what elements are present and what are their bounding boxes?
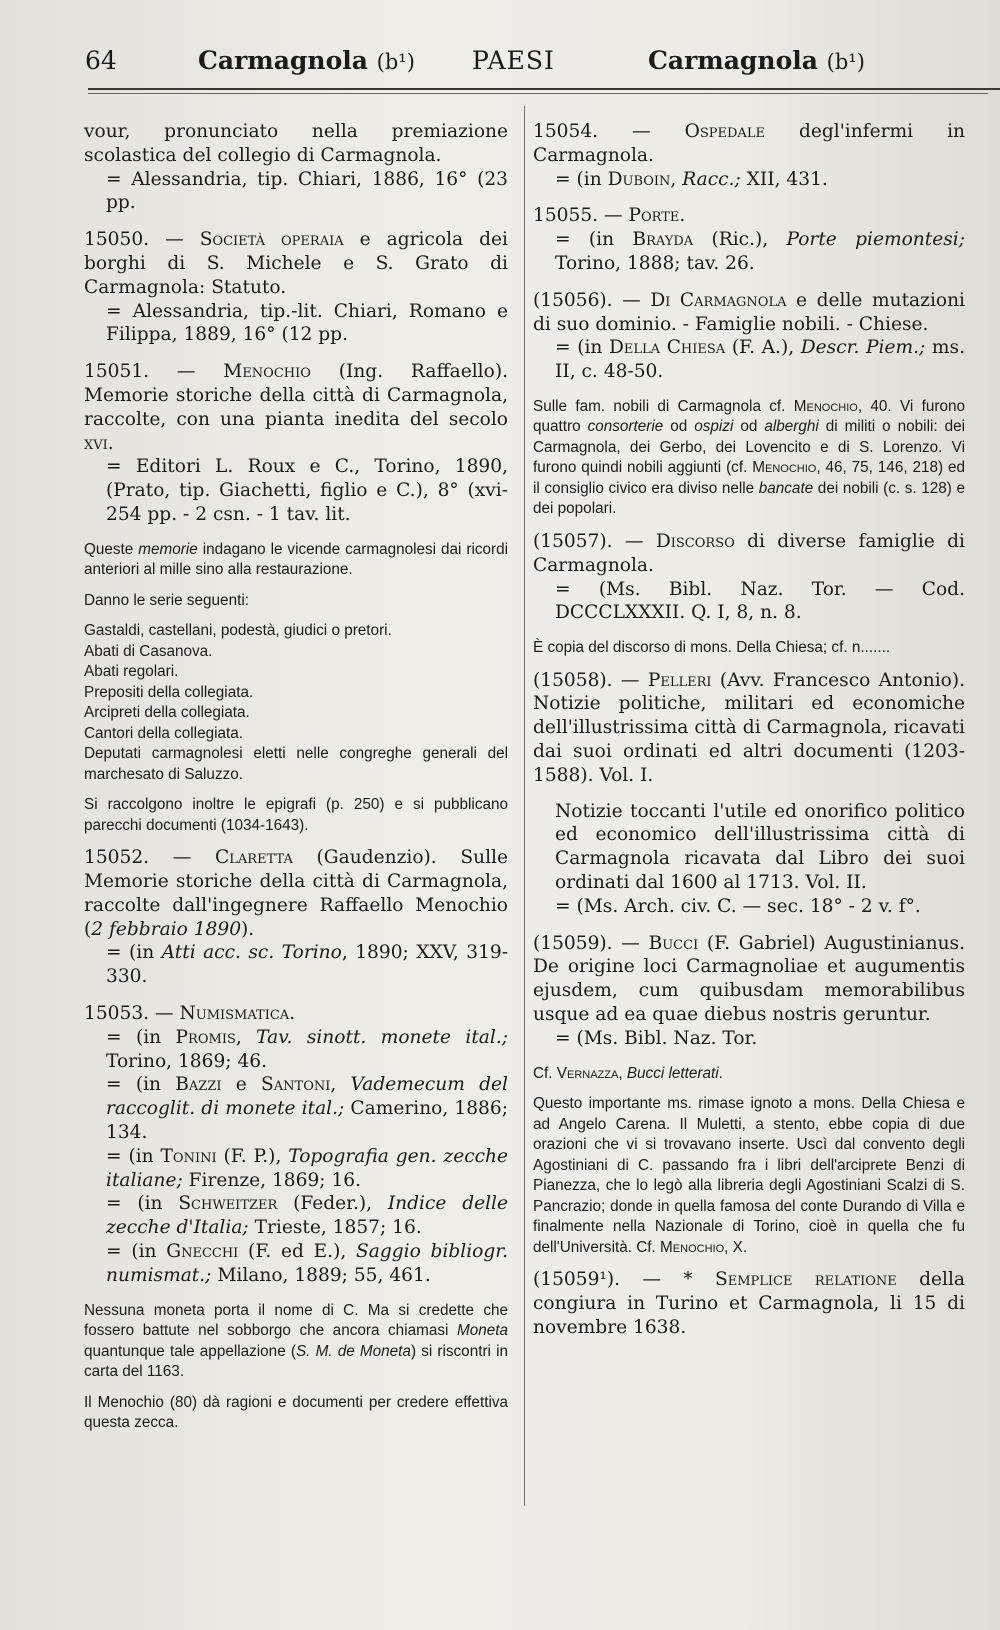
entry-15050 [84,228,508,347]
series-list [84,621,508,785]
entry-text: (15059¹). — * Semplice relatione della congiura in Turino et Carmagnola, li 15 di novembre 1638. [533,1269,965,1338]
page-number: 64 [85,46,117,75]
header-left-title: Carmagnola (b¹) [198,46,415,75]
header-rule [88,88,1000,90]
entry-text: (15059). — Bucci (F. Gabriel) Augustinianus. De origine loci Carmagnoliae et augumentis ejusdem, cum quibusdam memorabilibus usque ad ea quae diebus nostris geruntur. [533,932,966,1026]
series-item: Deputati carmagnolesi eletti nelle congreghe generali del marchesato di Saluzzo. [84,745,508,783]
entry-text: vour, pronunciato nella premiazione scolastica del collegio di Carmagnola. [84,121,508,166]
note-famiglie: Sulle fam. nobili di Carmagnola cf. Menochio, 40. Vi furono quattro consorterie od ospizi od alberghi di militi o nobili: dei Carmagnola, dei Gerbo, dei Lovencito e di S. Lorenzo. Vi furono quindi nobili aggiunti (cf. Menochio, 46, 75, 146, 218) ed il consiglio civico era diviso nelle bancate dei nobili (c. s. 128) e dei popolari. [533,397,966,518]
entry-text: Notizie toccanti l'utile ed onorifico politico ed economico dell'illustrissima città di Carmagnola ricavata dal Libro dei suoi ordinati dal 1600 al 1713. Vol. II. [555,800,965,894]
series-item: Abati regolari. [84,663,179,681]
note-serie: Danno le serie seguenti: [84,591,249,609]
entry-imprint: = Alessandria, tip. Chiari, 1886, 16° (23 pp. [106,168,508,214]
header-left-sup: (b¹) [376,50,415,74]
entry-imprint: = (in Brayda (Ric.), Porte piemontesi; Torino, 1888; tav. 26. [555,229,966,274]
entry-15057 [533,530,965,625]
entry-imprint: = (in Atti acc. sc. Torino, 1890; XXV, 319-330. [106,942,509,988]
entry-text: (15058). — Pelleri (Avv. Francesco Antonio). Notizie politiche, militari ed economiche dell'illustrissima città di Carmagnola, ricavati dai suoi ordinati ed altri documenti (1203-1588). Vol. I. [533,669,965,786]
entry-15052 [84,846,508,989]
entry-text: (15056). — Di Carmagnola e delle mutazioni di suo dominio. - Famiglie nobili. - Chiese. [533,289,966,335]
entry-text: 15052. — Claretta (Gaudenzio). Sulle Memorie storiche della città di Carmagnola, raccolte dall'ingegnere Raffaello Menochio (2 febbraio 1890). [84,847,508,940]
entry-imprint: = (Ms. Bibl. Naz. Tor. — Cod. DCCCLXXXII. Q. I, 8, n. 8. [555,578,965,624]
entry-15059-1 [533,1268,965,1339]
entry-imprint: = (in Duboin, Racc.; XII, 431. [555,168,828,190]
entry-15051 [84,360,508,527]
entry-15058 [533,669,965,919]
entry-text: 15054. — Ospedale degl'infermi in Carmagnola. [533,121,965,166]
note-copia: È copia del discorso di mons. Della Chiesa; cf. n....... [533,639,891,657]
series-item: Arcipreti della collegiata. [84,704,250,722]
entry-imprint: = Alessandria, tip.-lit. Chiari, Romano e Filippa, 1889, 16° (12 pp. [106,300,508,346]
entry-imprint: = (Ms. Arch. civ. C. — sec. 18° - 2 v. f°. [555,895,921,917]
right-column [533,120,965,1353]
series-item: Prepositi della collegiata. [84,683,254,701]
entry-text: 15051. — Menochio (Ing. Raffaello). Memorie storiche della città di Carmagnola, raccolte, con una pianta inedita del secolo xvi. [84,361,508,454]
series-item: Cantori della collegiata. [84,724,244,742]
entry-15059 [533,932,965,1051]
entry-imprint: = (in Schweitzer (Feder.), Indice delle zecche d'Italia; Trieste, 1857; 16. [106,1193,508,1239]
note-moneta: Nessuna moneta porta il nome di C. Ma si credette che fossero battute nel sobborgo che ancora chiamasi Moneta quantunque tale appellazione (S. M. de Moneta) si riscontri in carta del 1163. [84,1301,509,1381]
entry-imprint: = (in Promis, Tav. sinott. monete ital.; Torino, 1869; 46. [106,1026,509,1072]
entry-imprint: = (in Gnecchi (F. ed E.), Saggio bibliogr. numismat.; Milano, 1889; 55, 461. [106,1241,509,1286]
header-rule-thin [88,93,988,94]
entry-imprint: = (in Tonini (F. P.), Topografia gen. zecche italiane; Firenze, 1869; 16. [106,1145,508,1191]
entry-text: 15050. — Società operaia e agricola dei borghi di S. Michele e S. Grato di Carmagnola: Statuto. [84,229,508,298]
entry-text: (15057). — Discorso di diverse famiglie di Carmagnola. [533,530,965,576]
entry-continuation [84,120,508,215]
note-memorie: Queste memorie indagano le vicende carmagnolesi dai ricordi anteriori al mille sino alla restaurazione. [84,540,508,579]
note-vernazza: Cf. Vernazza, Bucci letterati. [533,1064,723,1082]
entry-imprint: = (in Della Chiesa (F. A.), Descr. Piem.; ms. II, c. 48-50. [555,337,965,383]
header-right-title: Carmagnola (b¹) [648,46,865,75]
note-epigrafi: Si raccolgono inoltre le epigrafi (p. 250) e si pubblicano parecchi documenti (1034-1643). [84,796,508,834]
entry-text: 15055. — Porte. [533,205,686,227]
entry-imprint: = (in Bazzi e Santoni, Vademecum del raccoglit. di monete ital.; Camerino, 1886; 134. [106,1074,508,1144]
column-divider [524,106,525,1506]
entry-imprint: = (Ms. Bibl. Naz. Tor. [555,1027,758,1049]
running-header [0,46,1000,86]
note-zecca: Il Menochio (80) dà ragioni e documenti per credere effettiva questa zecca. [84,1393,508,1432]
entry-text: 15053. — Numismatica. [84,1003,296,1025]
series-item: Gastaldi, castellani, podestà, giudici o pretori. [84,622,392,640]
entry-15054 [533,120,965,191]
entry-15053 [84,1002,508,1288]
header-center-title: PAESI [472,46,555,75]
entry-imprint: = Editori L. Roux e C., Torino, 1890, (Prato, tip. Giachetti, figlio e C.), 8° (xvi-254 pp. - 2 csn. - 1 tav. lit. [106,456,508,525]
header-right-sup: (b¹) [826,50,865,74]
entry-15056 [533,289,965,384]
left-column [84,120,508,1444]
entry-15055 [533,204,965,275]
note-manoscritto: Questo importante ms. rimase ignoto a mons. Della Chiesa e ad Angelo Carena. Il Muletti, a stento, ebbe copia di due orazioni che vi si trovavano inserte. Uscì dal convento degli Agostiniani di C. passando fra i libri dell'arciprete Benzi di Pianezza, che lo legò alla libreria degli Agostiniani Scalzi di S. Pancrazio; donde in quella famosa del conte Durando di Villa e finalmente nella Nazionale di Torino, cioè in quella che fu dell'Università. Cf. Menochio, X. [533,1095,965,1256]
series-item: Abati di Casanova. [84,642,213,660]
